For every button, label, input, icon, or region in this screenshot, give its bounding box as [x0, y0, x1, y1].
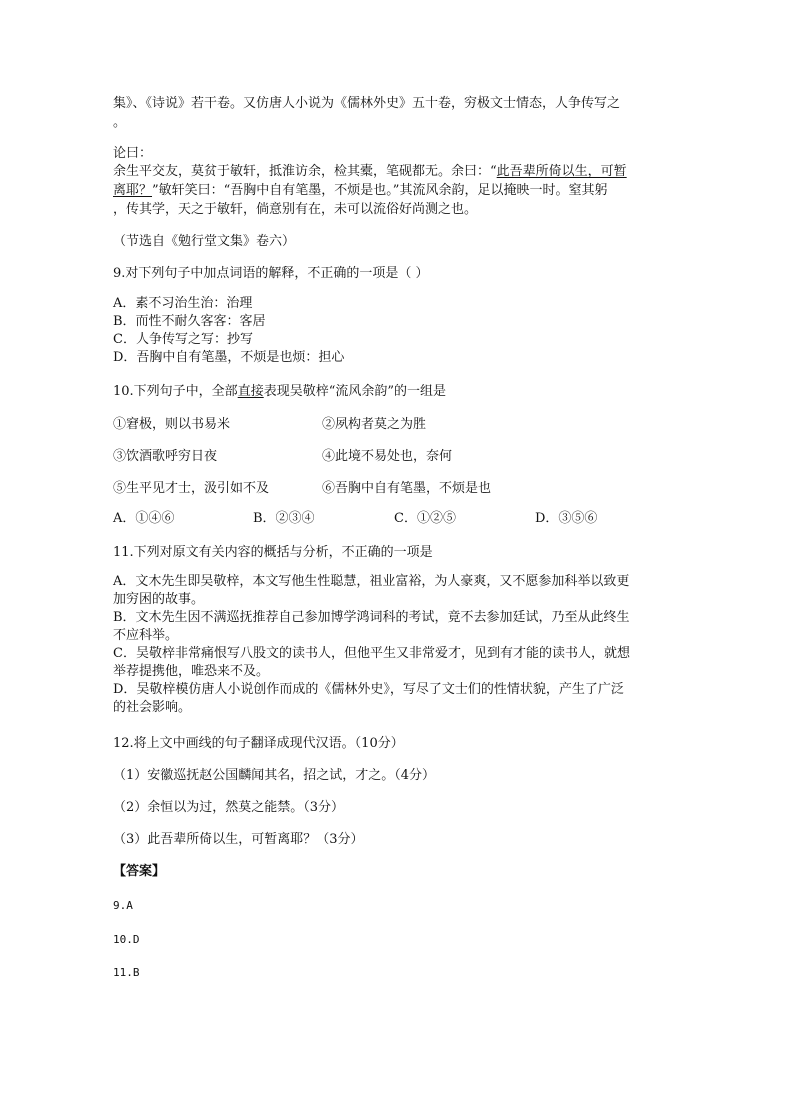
- q11-option-b-line-2: 不应科举。: [113, 628, 179, 643]
- q12-part-1: （1）安徽巡抚赵公国麟闻其名，招之试，才之。（4分）: [113, 768, 436, 783]
- q10-sentence-2: ②夙构者莫之为胜: [322, 417, 427, 432]
- q9-option-d: D．吾胸中自有笔墨，不烦是也烦：担心: [113, 350, 345, 365]
- passage-line-3: [113, 163, 627, 181]
- passage-line-5: ，传其学，天之于敏轩，倘意别有在，未可以流俗好尚测之也。: [113, 202, 478, 217]
- passage-line-4: [113, 182, 607, 200]
- q11-option-a-line-2: 加穷困的故事。: [113, 592, 205, 607]
- q10-stem-underlined: 直接: [237, 384, 264, 399]
- q10-option-a: A．①④⑥: [113, 511, 175, 526]
- q10-sentence-6: ⑥吾胸中自有笔墨，不烦是也: [322, 481, 492, 496]
- answer-9: 9.A: [113, 899, 133, 912]
- q11-option-b-line-1: B．文木先生因不满巡抚推荐自己参加博学鸿词科的考试，竟不去参加廷试，乃至从此终生: [113, 610, 630, 625]
- q10-stem: [113, 383, 446, 401]
- q10-sentence-1: ①窘极，则以书易米: [113, 417, 231, 432]
- q10-stem-part-2: 表现吴敬梓“流风余韵”的一组是: [263, 384, 446, 399]
- underlined-sentence-end: 离耶？: [113, 183, 153, 198]
- q12-part-2: （2）余恒以为过，然莫之能禁。（3分）: [113, 800, 345, 815]
- q9-option-b: B．而性不耐久客客：客居: [113, 314, 266, 329]
- answer-11: 11.B: [113, 966, 140, 979]
- q10-sentence-3: ③饮酒歌呼穷日夜: [113, 449, 218, 464]
- q9-option-c: C．人争传写之写：抄写: [113, 332, 253, 347]
- passage-line-2: 。: [113, 115, 127, 130]
- passage-line-4-text: ”敏轩笑曰：“吾胸中自有笔墨，不烦是也。”其流风余韵，足以掩映一时。窒其躬: [152, 183, 608, 198]
- q10-sentence-5: ⑤生平见才士，汲引如不及: [113, 481, 270, 496]
- q11-stem: 11.下列对原文有关内容的概括与分析，不正确的一项是: [113, 545, 433, 560]
- q10-option-d: D．③⑤⑥: [535, 511, 598, 526]
- answers-heading: 【答案】: [113, 864, 166, 879]
- passage-source: （节选自《勉行堂文集》卷六）: [113, 234, 296, 249]
- q12-part-3: （3）此吾辈所倚以生，可暂离耶？（3分）: [113, 832, 364, 847]
- q10-sentence-4: ④此境不易处也，奈何: [322, 449, 453, 464]
- lunyue-heading: 论曰：: [113, 146, 153, 161]
- q11-option-d-line-1: D．吴敬梓模仿唐人小说创作而成的《儒林外史》，写尽了文士们的性情状貌，产生了广泛: [113, 682, 624, 697]
- underlined-sentence: 此吾辈所倚以生，可暂: [496, 164, 627, 179]
- q11-option-d-line-2: 的社会影响。: [113, 700, 192, 715]
- q11-option-c-line-1: C．吴敬梓非常痛恨写八股文的读书人，但他平生又非常爱才，见到有才能的读书人，就想: [113, 646, 630, 661]
- q10-option-b: B．②③④: [253, 511, 315, 526]
- answer-10: 10.D: [113, 933, 140, 946]
- q10-option-c: C．①②⑤: [394, 511, 456, 526]
- q11-option-c-line-2: 举荐提携他，唯恐来不及。: [113, 664, 270, 679]
- passage-line-1: 集》、《诗说》若干卷。又仿唐人小说为《儒林外史》五十卷，穷极文士情态，人争传写之: [113, 96, 621, 111]
- passage-line-3-text: 余生平交友，莫贫于敏轩，抵淮访余，检其橐，笔砚都无。余曰：“: [113, 164, 497, 179]
- q12-stem: 12.将上文中画线的句子翻译成现代汉语。（10分）: [113, 736, 404, 751]
- q9-stem: 9.对下列句子中加点词语的解释，不正确的一项是（ ）: [113, 266, 429, 281]
- q11-option-a-line-1: A．文木先生即吴敬梓，本文写他生性聪慧，祖业富裕，为人豪爽，又不愿参加科举以致更: [113, 574, 630, 589]
- q10-stem-part-1: 10.下列句子中，全部: [113, 384, 238, 399]
- q9-option-a: A．素不习治生治：治理: [113, 296, 253, 311]
